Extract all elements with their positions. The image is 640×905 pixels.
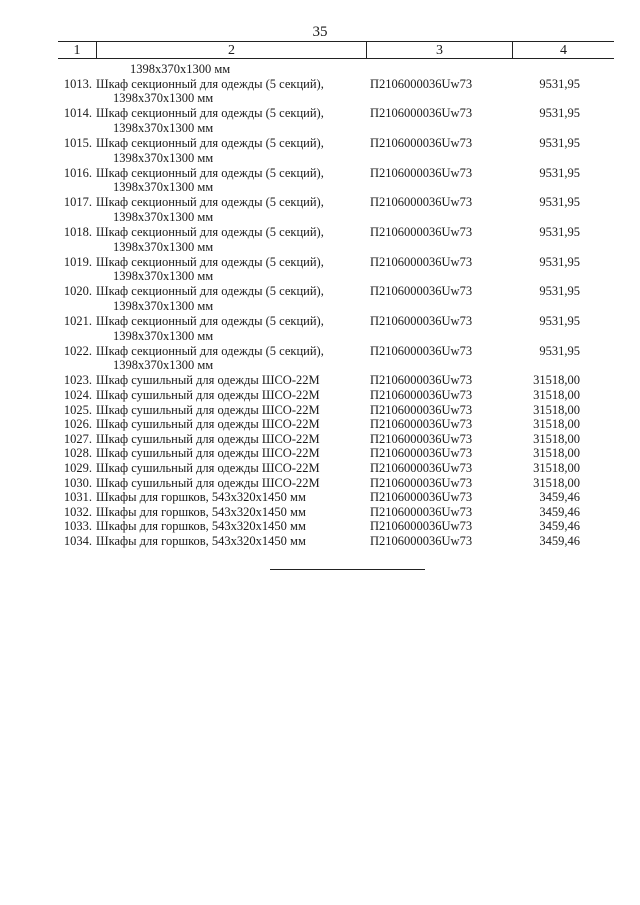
item-name: Шкаф секционный для одежды (5 секций),: [96, 343, 324, 358]
item-name-cell: [96, 166, 366, 195]
item-name-cell: [96, 284, 366, 313]
item-dimensions: 1398х370х1300 мм: [113, 328, 214, 343]
item-name-cell: [96, 344, 366, 373]
item-name: Шкаф секционный для одежды (5 секций),: [96, 135, 324, 150]
leading-continuation-row: [58, 62, 614, 77]
item-name: Шкаф сушильный для одежды ШСО-22М: [96, 431, 320, 446]
item-name: Шкаф сушильный для одежды ШСО-22М: [96, 475, 320, 490]
item-name-cell: [96, 77, 366, 106]
row-number: 1026.: [63, 417, 92, 432]
item-name: Шкаф сушильный для одежды ШСО-22М: [96, 373, 320, 388]
item-name: Шкафы для горшков, 543х320х1450 мм: [96, 534, 306, 548]
item-dimensions: 1398х370х1300 мм: [113, 358, 214, 373]
item-price: 9531,95: [539, 314, 580, 329]
table-body: [58, 62, 614, 549]
item-code: П2106000036Uw73: [370, 373, 473, 388]
item-price: 9531,95: [539, 106, 580, 121]
item-name: Шкаф секционный для одежды (5 секций),: [96, 165, 324, 180]
item-code: П2106000036Uw73: [370, 534, 473, 548]
item-name: Шкаф секционный для одежды (5 секций),: [96, 195, 324, 210]
item-name-cell: [96, 446, 366, 461]
item-name-cell: [96, 519, 366, 534]
item-name-cell: [96, 505, 366, 520]
end-rule: [270, 569, 425, 570]
item-name: Шкафы для горшков, 543х320х1450 мм: [96, 519, 306, 534]
item-name-cell: [96, 490, 366, 505]
table-row: [58, 476, 614, 491]
column-header-4: 4: [512, 42, 614, 58]
item-price: 31518,00: [533, 446, 580, 461]
column-header-1: 1: [73, 43, 81, 58]
table-row: [58, 136, 614, 165]
row-number: 1029.: [63, 461, 92, 476]
row-number: 1022.: [63, 343, 92, 358]
table-row: [58, 284, 614, 313]
row-number: 1027.: [63, 431, 92, 446]
item-price: 9531,95: [539, 76, 580, 91]
item-price: 9531,95: [539, 195, 580, 210]
row-number: 1019.: [63, 254, 92, 269]
table-row: [58, 106, 614, 135]
item-name-cell: [96, 373, 366, 388]
item-name-cell: [96, 225, 366, 254]
row-number: 1023.: [63, 373, 92, 388]
table-row: [58, 432, 614, 447]
item-code: П2106000036Uw73: [370, 402, 473, 417]
table-row: [58, 225, 614, 254]
row-number: 1031.: [63, 490, 92, 505]
item-name-cell: [96, 461, 366, 476]
table-row: [58, 446, 614, 461]
item-price: 9531,95: [539, 165, 580, 180]
item-name-cell: [96, 417, 366, 432]
item-name: Шкаф сушильный для одежды ШСО-22М: [96, 402, 320, 417]
item-price: 31518,00: [533, 373, 580, 388]
item-code: П2106000036Uw73: [370, 343, 473, 358]
row-number: 1018.: [63, 225, 92, 240]
item-name-cell: [96, 136, 366, 165]
row-number: 1028.: [63, 446, 92, 461]
item-code: П2106000036Uw73: [370, 76, 473, 91]
row-number: 1030.: [63, 475, 92, 490]
item-name: Шкаф секционный для одежды (5 секций),: [96, 284, 324, 299]
item-name: Шкаф сушильный для одежды ШСО-22М: [96, 461, 320, 476]
row-number: 1021.: [63, 314, 92, 329]
item-name: Шкаф секционный для одежды (5 секций),: [96, 225, 324, 240]
table-row: [58, 314, 614, 343]
table-row: [58, 403, 614, 418]
table-row: [58, 373, 614, 388]
table-row: [58, 519, 614, 534]
item-dimensions: 1398х370х1300 мм: [113, 120, 214, 135]
item-dimensions: 1398х370х1300 мм: [113, 209, 214, 224]
table-row: [58, 195, 614, 224]
item-price: 9531,95: [539, 343, 580, 358]
item-name-cell: [96, 106, 366, 135]
continuation-text: 1398х370х1300 мм: [130, 62, 231, 76]
table-row: [58, 417, 614, 432]
item-code: П2106000036Uw73: [370, 225, 473, 240]
item-code: П2106000036Uw73: [370, 165, 473, 180]
item-code: П2106000036Uw73: [370, 490, 473, 505]
item-dimensions: 1398х370х1300 мм: [113, 299, 214, 313]
item-price: 9531,95: [539, 284, 580, 299]
table-row: [58, 534, 614, 549]
item-price: 31518,00: [533, 402, 580, 417]
item-price: 31518,00: [533, 475, 580, 490]
item-name-cell: [96, 195, 366, 224]
table-row: [58, 388, 614, 403]
row-number: 1025.: [63, 402, 92, 417]
row-number: 1034.: [63, 534, 92, 548]
item-code: П2106000036Uw73: [370, 135, 473, 150]
item-name-cell: [96, 314, 366, 343]
table-row: [58, 490, 614, 505]
item-name: Шкаф секционный для одежды (5 секций),: [96, 76, 324, 91]
row-number: 1024.: [63, 388, 92, 403]
table-row: [58, 344, 614, 373]
item-code: П2106000036Uw73: [370, 461, 473, 476]
item-price: 9531,95: [539, 225, 580, 240]
row-number: 1015.: [63, 135, 92, 150]
item-name-cell: [96, 534, 366, 549]
item-price: 31518,00: [533, 388, 580, 403]
row-number: 1020.: [63, 284, 92, 299]
item-price: 9531,95: [539, 135, 580, 150]
table-row: [58, 505, 614, 520]
row-number: 1033.: [63, 519, 92, 534]
item-name: Шкаф сушильный для одежды ШСО-22М: [96, 446, 320, 461]
item-name-cell: [96, 403, 366, 418]
table-row: [58, 77, 614, 106]
item-price: 3459,46: [539, 534, 580, 548]
item-name: Шкаф секционный для одежды (5 секций),: [96, 106, 324, 121]
item-name-cell: [96, 476, 366, 491]
item-dimensions: 1398х370х1300 мм: [113, 180, 214, 195]
item-price: 3459,46: [539, 490, 580, 505]
item-dimensions: 1398х370х1300 мм: [113, 239, 214, 254]
item-code: П2106000036Uw73: [370, 417, 473, 432]
row-number: 1014.: [63, 106, 92, 121]
item-price: 3459,46: [539, 519, 580, 534]
row-number: 1013.: [63, 76, 92, 91]
item-price: 3459,46: [539, 504, 580, 519]
item-price: 31518,00: [533, 417, 580, 432]
item-name-cell: [96, 255, 366, 284]
item-dimensions: 1398х370х1300 мм: [113, 150, 214, 165]
item-name-cell: [96, 388, 366, 403]
row-number: 1032.: [63, 504, 92, 519]
item-dimensions: 1398х370х1300 мм: [113, 269, 214, 284]
item-code: П2106000036Uw73: [370, 314, 473, 329]
item-code: П2106000036Uw73: [370, 446, 473, 461]
item-name: Шкаф секционный для одежды (5 секций),: [96, 314, 324, 329]
item-code: П2106000036Uw73: [370, 519, 473, 534]
item-code: П2106000036Uw73: [370, 431, 473, 446]
item-name: Шкаф секционный для одежды (5 секций),: [96, 254, 324, 269]
table-row: [58, 255, 614, 284]
item-price: 31518,00: [533, 461, 580, 476]
item-code: П2106000036Uw73: [370, 504, 473, 519]
row-number: 1016.: [63, 165, 92, 180]
item-code: П2106000036Uw73: [370, 284, 473, 299]
table-row: [58, 461, 614, 476]
item-code: П2106000036Uw73: [370, 106, 473, 121]
item-name: Шкаф сушильный для одежды ШСО-22М: [96, 388, 320, 403]
item-code: П2106000036Uw73: [370, 195, 473, 210]
column-header-3: 3: [366, 42, 512, 58]
item-code: П2106000036Uw73: [370, 388, 473, 403]
column-header-2: 2: [96, 42, 366, 58]
item-price: 31518,00: [533, 431, 580, 446]
row-number: 1017.: [63, 195, 92, 210]
item-name: Шкафы для горшков, 543х320х1450 мм: [96, 490, 306, 505]
item-name: Шкаф сушильный для одежды ШСО-22М: [96, 417, 320, 432]
item-name: Шкафы для горшков, 543х320х1450 мм: [96, 504, 306, 519]
item-code: П2106000036Uw73: [370, 475, 473, 490]
item-price: 9531,95: [539, 254, 580, 269]
item-name-cell: [96, 432, 366, 447]
table-row: [58, 166, 614, 195]
item-dimensions: 1398х370х1300 мм: [113, 91, 214, 106]
table-header: [58, 41, 614, 59]
page-number: 35: [312, 24, 328, 40]
item-code: П2106000036Uw73: [370, 254, 473, 269]
